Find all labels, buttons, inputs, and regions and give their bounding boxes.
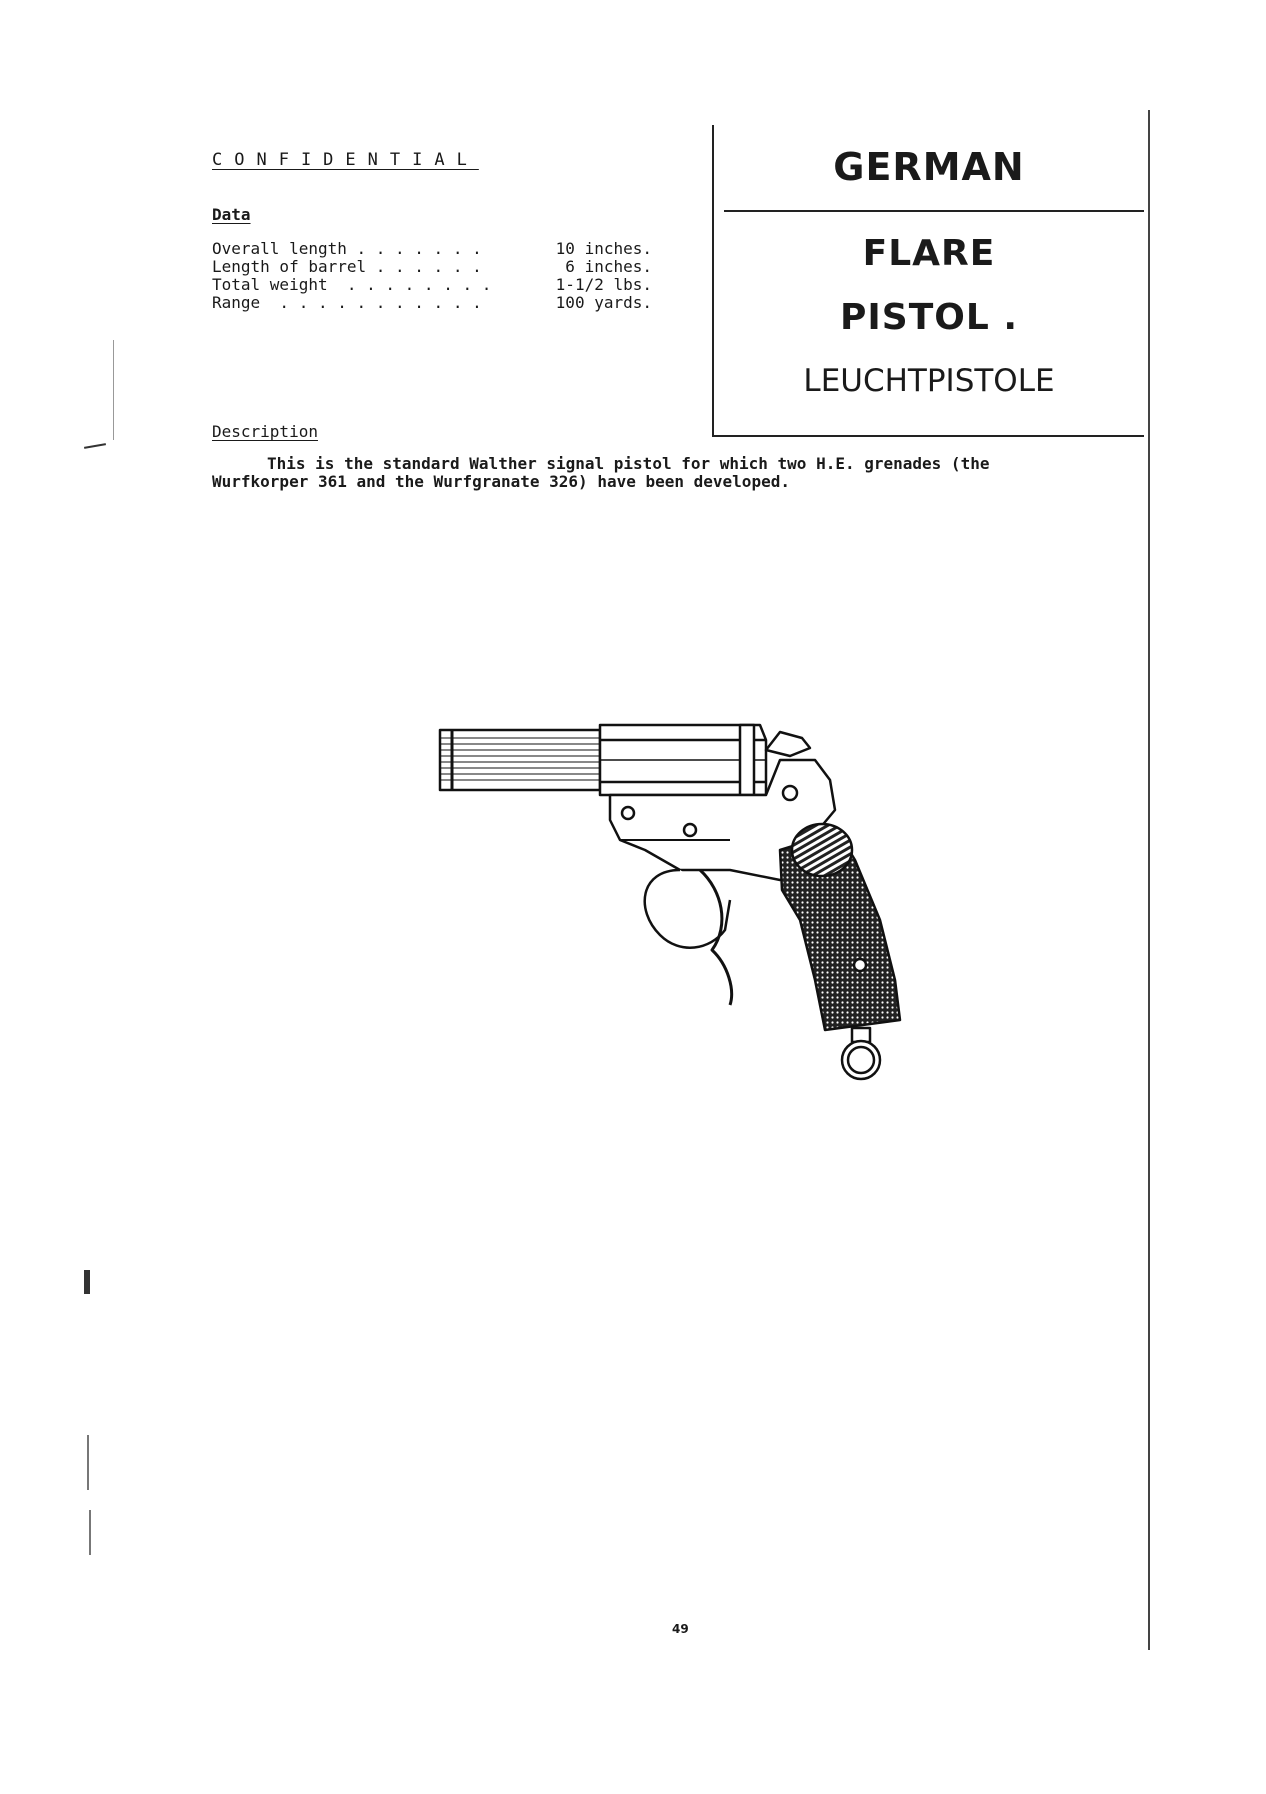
data-key: Overall length . . . . . . . [212,240,482,258]
description-body: This is the standard Walther signal pistol for which two H.E. grenades (the Wurfkorper 361 and the Wurfgranate 326) have been developed. [212,454,990,491]
scan-mark [84,443,106,449]
classification-header: CONFIDENTIAL [212,150,479,170]
data-key: Total weight . . . . . . . . [212,276,492,294]
page-number: 49 [672,1622,689,1636]
country-title: GERMAN [833,145,1025,189]
weapon-name-line1: FLARE [862,233,996,274]
description-text [212,455,1072,491]
scan-mark [89,1510,91,1555]
data-key: Length of barrel . . . . . . [212,258,482,276]
data-value: 100 yards. [555,293,652,312]
data-row [212,258,652,276]
description-section-label: Description [212,422,318,441]
page-border-line [1148,110,1151,1650]
data-table [212,240,652,312]
title-box [712,125,1144,437]
data-row [212,294,652,312]
weapon-name-line2: PISTOL . [839,297,1018,338]
data-value: 10 inches. [555,239,652,258]
german-name: LEUCHTPISTOLE [803,363,1055,399]
title-divider [724,210,1144,212]
scan-mark [84,1270,90,1294]
data-row [212,276,652,294]
data-value: 6 inches. [565,257,652,276]
scan-mark [113,340,114,440]
data-section-label: Data [212,205,251,224]
flare-pistol-illustration-icon [430,700,990,1100]
data-row [212,240,652,258]
data-key: Range . . . . . . . . . . . [212,294,482,312]
data-value: 1-1/2 lbs. [555,275,652,294]
scan-mark [87,1435,89,1490]
